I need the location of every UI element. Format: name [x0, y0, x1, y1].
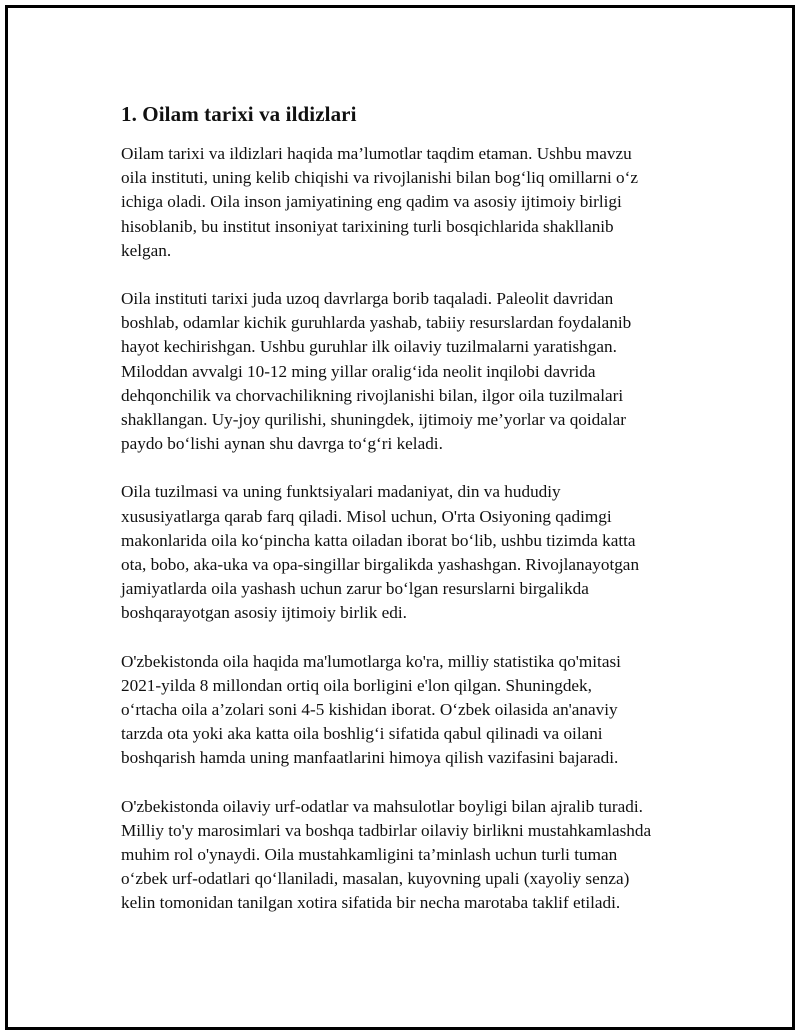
text-line: ichiga oladi. Oila inson jamiyatining eng qadim va asosiy ijtimoiy birligi	[121, 192, 622, 212]
text-line: Oila tuzilmasi va uning funktsiyalari madaniyat, din va hududiy	[121, 482, 561, 502]
text-line: o‘zbek urf-odatlari qo‘llaniladi, masalan, kuyovning upali (xayoliy senza)	[121, 869, 630, 889]
text-line: boshlab, odamlar kichik guruhlarda yashab, tabiiy resurslardan foydalanib	[121, 313, 632, 333]
text-line: hayot kechirishgan. Ushbu guruhlar ilk oilaviy tuzilmalarni yaratishgan.	[121, 337, 617, 357]
text-line: o‘rtacha oila a’zolari soni 4-5 kishidan iborat. O‘zbek oilasida an'anaviy	[121, 700, 618, 720]
text-line: boshqarayotgan asosiy ijtimoiy birlik edi.	[121, 603, 407, 623]
section-heading: 1. Oilam tarixi va ildizlari	[121, 102, 357, 126]
paragraph-4	[121, 650, 701, 771]
paragraph-1	[121, 142, 701, 263]
paragraph-3	[121, 480, 701, 625]
text-line: paydo bo‘lishi aynan shu davrga to‘g‘ri keladi.	[121, 434, 443, 454]
text-line: boshqarish hamda uning manfaatlarini himoya qilish vazifasini bajaradi.	[121, 748, 619, 768]
text-line: hisoblanib, bu institut insoniyat tarixining turli bosqichlarida shakllanib	[121, 216, 614, 236]
text-line: O'zbekistonda oila haqida ma'lumotlarga ko'ra, milliy statistika qo'mitasi	[121, 651, 621, 671]
text-line: oila instituti, uning kelib chiqishi va rivojlanishi bilan bog‘liq omillarni o‘z	[121, 168, 638, 188]
text-line: 2021-yilda 8 millondan ortiq oila borligini e'lon qilgan. Shuningdek,	[121, 675, 592, 695]
page-frame	[5, 5, 795, 1030]
text-line: jamiyatlarda oila yashash uchun zarur bo‘lgan resurslarni birgalikda	[121, 579, 589, 599]
document-body	[121, 100, 701, 940]
text-line: kelgan.	[121, 240, 172, 260]
paragraph-5	[121, 795, 701, 916]
text-line: muhim rol o'ynaydi. Oila mustahkamligini ta’minlash uchun turli tuman	[121, 845, 618, 865]
text-line: ota, bobo, aka-uka va opa-singillar birgalikda yashashgan. Rivojlanayotgan	[121, 555, 640, 575]
text-line: dehqonchilik va chorvachilikning rivojlanishi bilan, ilgor oila tuzilmalari	[121, 385, 624, 405]
text-line: makonlarida oila ko‘pincha katta oiladan iborat bo‘lib, ushbu tizimda katta	[121, 530, 636, 550]
text-line: shakllangan. Uy-joy qurilishi, shuningdek, ijtimoiy me’yorlar va qoidalar	[121, 410, 627, 430]
text-line: Miloddan avvalgi 10-12 ming yillar oralig‘ida neolit inqilobi davrida	[121, 361, 596, 381]
text-line: Oilam tarixi va ildizlari haqida ma’lumotlar taqdim etaman. Ushbu mavzu	[121, 144, 632, 163]
text-line: O'zbekistonda oilaviy urf-odatlar va mahsulotlar boyligi bilan ajralib turadi.	[121, 796, 643, 816]
text-line: Milliy to'y marosimlari va boshqa tadbirlar oilaviy birlikni mustahkamlashda	[121, 820, 652, 840]
text-line: tarzda ota yoki aka katta oila boshlig‘i sifatida qabul qilinadi va oilani	[121, 724, 603, 744]
paragraph-2	[121, 287, 701, 456]
text-line: Oila instituti tarixi juda uzoq davrlarga borib taqaladi. Paleolit davridan	[121, 289, 614, 309]
text-line: xususiyatlarga qarab farq qiladi. Misol uchun, O'rta Osiyoning qadimgi	[121, 506, 612, 526]
text-line: kelin tomonidan tanilgan xotira sifatida bir necha marotaba taklif etiladi.	[121, 893, 621, 913]
